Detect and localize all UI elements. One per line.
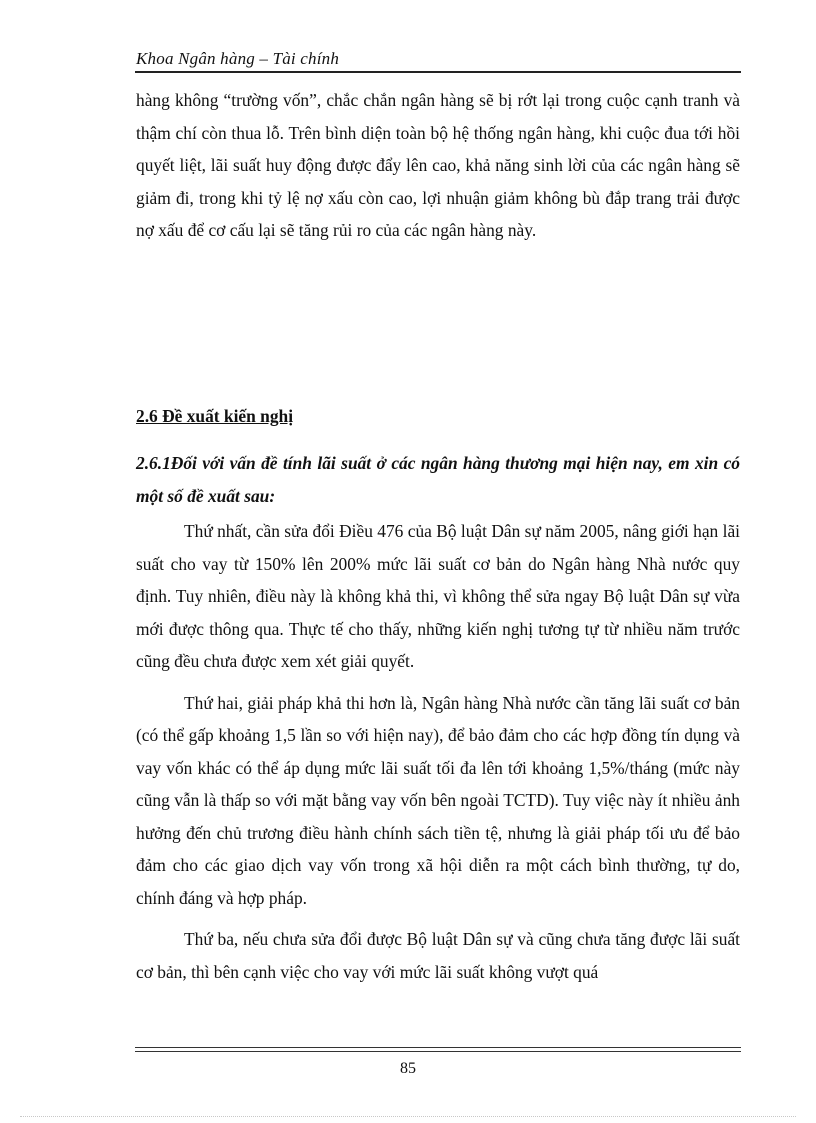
header-divider [135, 71, 741, 73]
footer-divider-top [135, 1047, 741, 1048]
footer-divider-bottom [135, 1051, 741, 1052]
page-number: 85 [400, 1060, 416, 1077]
paragraph-third: Thứ ba, nếu chưa sửa đổi được Bộ luật Dân sự và cũng chưa tăng được lãi suất cơ bản, thì bên cạnh việc cho vay với mức lãi suất không vượt quá [136, 929, 740, 982]
paragraph-first: Thứ nhất, cần sửa đổi Điều 476 của Bộ luật Dân sự năm 2005, nâng giới hạn lãi suất cho vay từ 150% lên 200% mức lãi suất cơ bản do Ngân hàng Nhà nước quy định. Tuy nhiên, điều này là không khả thi, vì không thể sửa ngay Bộ luật Dân sự vừa mới được thông qua. Thực tế cho thấy, những kiến nghị tương tự từ nhiều năm trước cũng đều chưa được xem xét giải quyết. [136, 521, 740, 671]
paragraph-second: Thứ hai, giải pháp khả thi hơn là, Ngân hàng Nhà nước cần tăng lãi suất cơ bản (có thể gấp khoảng 1,5 lần so với hiện nay), để bảo đảm cho các hợp đồng tín dụng và vay vốn khác có thể áp dụng mức lãi suất tối đa lên tới khoảng 1,5%/tháng (mức này cũng vẫn là thấp so với mặt bằng vay vốn bên ngoài TCTD). Tuy việc này ít nhiều ảnh hưởng đến chủ trương điều hành chính sách tiền tệ, nhưng là giải pháp tối ưu để bảo đảm cho các giao dịch vay vốn trong xã hội diễn ra một cách bình thường, tự do, chính đáng và hợp pháp. [136, 692, 740, 908]
page-header-title: Khoa Ngân hàng – Tài chính [136, 49, 340, 68]
section-heading: 2.6 Đề xuất kiến nghị [136, 406, 294, 426]
intro-paragraph: hàng không “trường vốn”, chắc chắn ngân hàng sẽ bị rớt lại trong cuộc cạnh tranh và thậm chí còn thua lỗ. Trên bình diện toàn bộ hệ thống ngân hàng, khi cuộc đua tới hồi quyết liệt, lãi suất huy động được đẩy lên cao, khả năng sinh lời của các ngân hàng sẽ giảm đi, trong khi tỷ lệ nợ xấu còn cao, lợi nhuận giảm không bù đắp trang trải được nợ xấu để cơ cấu lại sẽ tăng rủi ro của các ngân hàng này. [136, 90, 740, 240]
paragraph-gap [136, 678, 740, 687]
intro-block [136, 84, 740, 247]
recommendations-block [136, 515, 740, 988]
page-edge-dotted-line [20, 1116, 796, 1117]
paragraph-gap [136, 914, 740, 923]
subsection-heading: 2.6.1Đối với vấn đề tính lãi suất ở các ngân hàng thương mại hiện nay, em xin có một số đề xuất sau: [136, 453, 740, 506]
